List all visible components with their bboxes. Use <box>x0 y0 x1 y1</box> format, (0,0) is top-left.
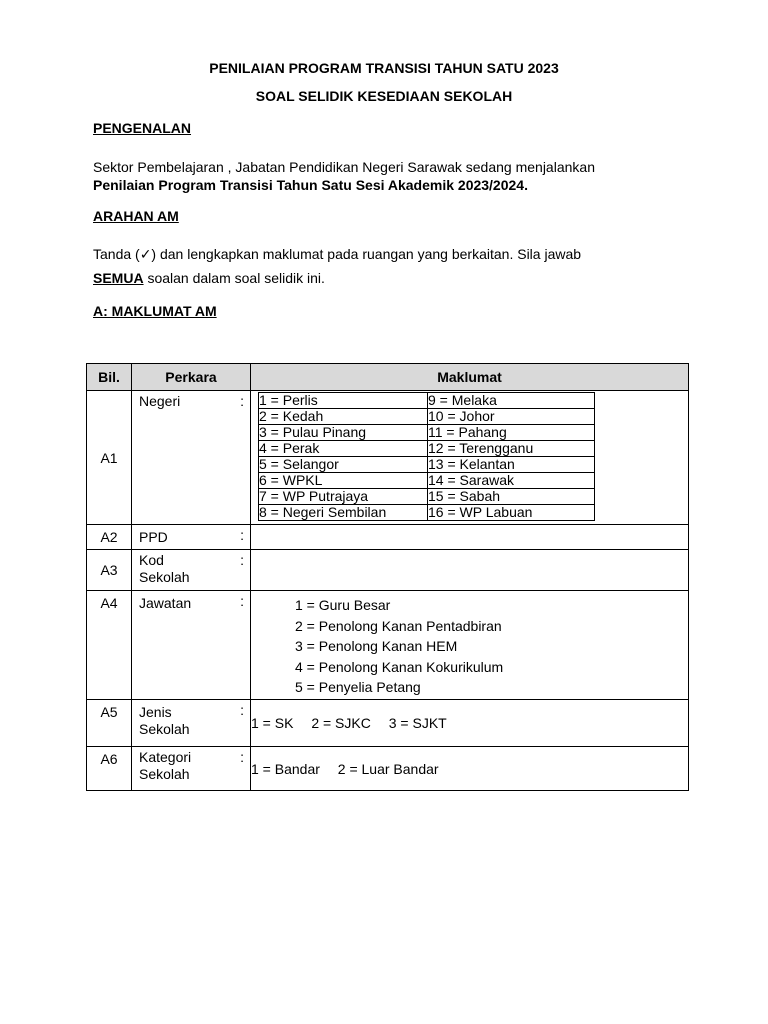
row-label: Kod <box>139 552 164 568</box>
state-option[interactable]: 12 = Terengganu <box>428 441 595 457</box>
state-row <box>259 505 595 521</box>
state-row <box>259 441 595 457</box>
jawatan-option[interactable]: 3 = Penolong Kanan HEM <box>295 638 458 654</box>
state-option[interactable]: 16 = WP Labuan <box>428 505 595 521</box>
row-label-cell <box>132 525 251 550</box>
row-label: Sekolah <box>139 721 190 737</box>
state-option[interactable]: 14 = Sarawak <box>428 473 595 489</box>
state-option[interactable]: 2 = Kedah <box>259 409 428 425</box>
row-label: Kategori <box>139 749 192 765</box>
row-label-cell <box>132 700 251 747</box>
row-label-cell <box>132 391 251 525</box>
row-label: PPD <box>139 529 168 545</box>
state-option[interactable]: 9 = Melaka <box>428 393 595 409</box>
section-heading-a: A: MAKLUMAT AM <box>93 303 217 319</box>
jenis-sekolah-option[interactable]: 1 = SK <box>251 715 294 731</box>
state-options-cell <box>251 391 689 525</box>
row-number-text: A6 <box>100 751 118 767</box>
row-number <box>87 591 132 700</box>
state-option[interactable]: 15 = Sabah <box>428 489 595 505</box>
state-row <box>259 393 595 409</box>
state-row <box>259 473 595 489</box>
table-row-a2 <box>87 525 689 550</box>
row-number: A3 <box>87 550 132 591</box>
state-option[interactable]: 5 = Selangor <box>259 457 428 473</box>
jawatan-option[interactable]: 2 = Penolong Kanan Pentadbiran <box>295 617 502 634</box>
table-row-a1 <box>87 391 689 525</box>
row-label: Jenis <box>139 704 172 720</box>
intro-line-2: Penilaian Program Transisi Tahun Satu Sesi Akademik 2023/2024. <box>93 177 528 193</box>
state-option[interactable]: 7 = WP Putrajaya <box>259 489 428 505</box>
document-subtitle: SOAL SELIDIK KESEDIAAN SEKOLAH <box>255 88 513 104</box>
colon: : <box>240 552 244 568</box>
state-row <box>259 425 595 441</box>
row-label: Sekolah <box>139 569 190 585</box>
state-row <box>259 409 595 425</box>
row-number: A1 <box>87 391 132 525</box>
state-option[interactable]: 6 = WPKL <box>259 473 428 489</box>
state-option[interactable]: 11 = Pahang <box>428 425 595 441</box>
row-label: Negeri <box>139 393 181 409</box>
section-heading-pengenalan: PENGENALAN <box>93 120 192 136</box>
jawatan-options-cell <box>251 591 689 700</box>
state-option[interactable]: 8 = Negeri Sembilan <box>259 505 428 521</box>
row-number: A2 <box>87 525 132 550</box>
table-row-a6 <box>87 747 689 791</box>
jenis-sekolah-option[interactable]: 2 = SJKC <box>311 715 371 731</box>
row-label: Sekolah <box>139 766 190 782</box>
kategori-sekolah-option[interactable]: 1 = Bandar <box>251 760 320 777</box>
jenis-sekolah-options-cell <box>251 700 689 747</box>
maklumat-am-table <box>86 363 689 791</box>
table-row-a5 <box>87 700 689 747</box>
state-option[interactable]: 13 = Kelantan <box>428 457 595 473</box>
table-header-row <box>87 364 689 391</box>
header-perkara: Perkara <box>132 364 251 391</box>
jenis-sekolah-option[interactable]: 3 = SJKT <box>388 715 447 731</box>
state-option[interactable]: 4 = Perak <box>259 441 428 457</box>
emphasis-semua: SEMUA <box>93 270 144 286</box>
colon: : <box>240 527 244 543</box>
row-number <box>87 700 132 747</box>
jawatan-option[interactable]: 1 = Guru Besar <box>295 597 391 613</box>
kategori-sekolah-option[interactable]: 2 = Luar Bandar <box>337 760 439 777</box>
jawatan-option[interactable]: 5 = Penyelia Petang <box>295 679 421 695</box>
row-number <box>87 747 132 791</box>
row-number-text: A4 <box>100 595 118 611</box>
state-row <box>259 457 595 473</box>
kod-sekolah-answer-field[interactable] <box>251 550 689 591</box>
row-label-cell <box>132 550 251 591</box>
state-option[interactable]: 10 = Johor <box>428 409 595 425</box>
colon: : <box>240 749 244 765</box>
state-options-table <box>258 392 595 521</box>
instructions-line-1: Tanda (✓) dan lengkapkan maklumat pada ruangan yang berkaitan. Sila jawab <box>93 246 582 262</box>
jawatan-option[interactable]: 4 = Penolong Kanan Kokurikulum <box>295 658 504 675</box>
section-heading-arahan: ARAHAN AM <box>93 208 179 224</box>
row-label-cell <box>132 591 251 700</box>
state-option[interactable]: 3 = Pulau Pinang <box>259 425 428 441</box>
colon: : <box>240 593 244 609</box>
intro-line-1: Sektor Pembelajaran , Jabatan Pendidikan Negeri Sarawak sedang menjalankan <box>93 159 595 175</box>
state-option[interactable]: 1 = Perlis <box>259 393 428 409</box>
ppd-answer-field[interactable] <box>251 525 689 550</box>
table-row-a3 <box>87 550 689 591</box>
colon: : <box>240 393 244 409</box>
instructions-line-2 <box>93 266 693 290</box>
instructions-paragraph <box>93 242 693 290</box>
kategori-sekolah-options-cell <box>251 747 689 791</box>
intro-paragraph <box>93 158 693 194</box>
row-label: Jawatan <box>139 595 192 611</box>
colon: : <box>240 702 244 718</box>
header-maklumat: Maklumat <box>251 364 689 391</box>
row-label-cell <box>132 747 251 791</box>
row-number-text: A5 <box>100 704 118 720</box>
state-row <box>259 489 595 505</box>
header-bil: Bil. <box>87 364 132 391</box>
table-row-a4 <box>87 591 689 700</box>
document-title: PENILAIAN PROGRAM TRANSISI TAHUN SATU 2023 <box>209 60 559 76</box>
instructions-line-2-rest: soalan dalam soal selidik ini. <box>143 270 325 286</box>
